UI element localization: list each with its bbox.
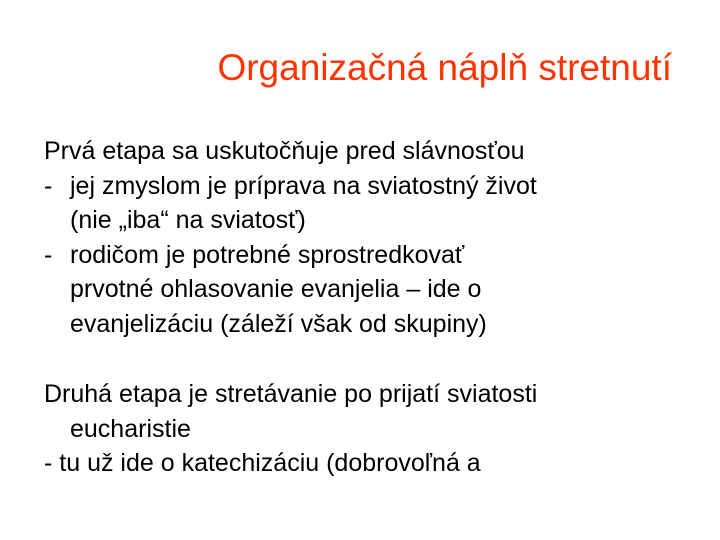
paragraph1-bullet2 [44, 238, 704, 273]
bullet-dash: - [44, 240, 53, 269]
paragraph2-bullet1-partial: - tu už ide o katechizáciu (dobrovoľná a [44, 449, 481, 477]
slide-title: Organizačná náplň stretnutí [217, 47, 672, 88]
paragraph1-intro: Prvá etapa sa uskutočňuje pred slávnosťou [44, 137, 525, 165]
paragraph2-intro-line2: eucharistie [70, 414, 191, 443]
paragraph1-bullet2-line1: rodičom je potrebné sprostredkovať [70, 240, 465, 269]
paragraph1-bullet1-line2: (nie „iba“ na sviatosť) [70, 206, 306, 234]
paragraph1-bullet1 [44, 169, 704, 204]
slide-body [44, 134, 704, 481]
paragraph1-bullet1-line1: jej zmyslom je príprava na sviatostný život [70, 171, 537, 200]
paragraph1-bullet2-line3: evanjelizáciu (záleží však od skupiny) [70, 309, 487, 338]
paragraph-gap [44, 341, 704, 377]
bullet-dash: - [44, 171, 53, 200]
paragraph2-intro-line1: Druhá etapa je stretávanie po prijatí sviatosti [44, 380, 538, 408]
paragraph1-bullet2-line2: prvotné ohlasovanie evanjelia – ide o [70, 275, 482, 303]
